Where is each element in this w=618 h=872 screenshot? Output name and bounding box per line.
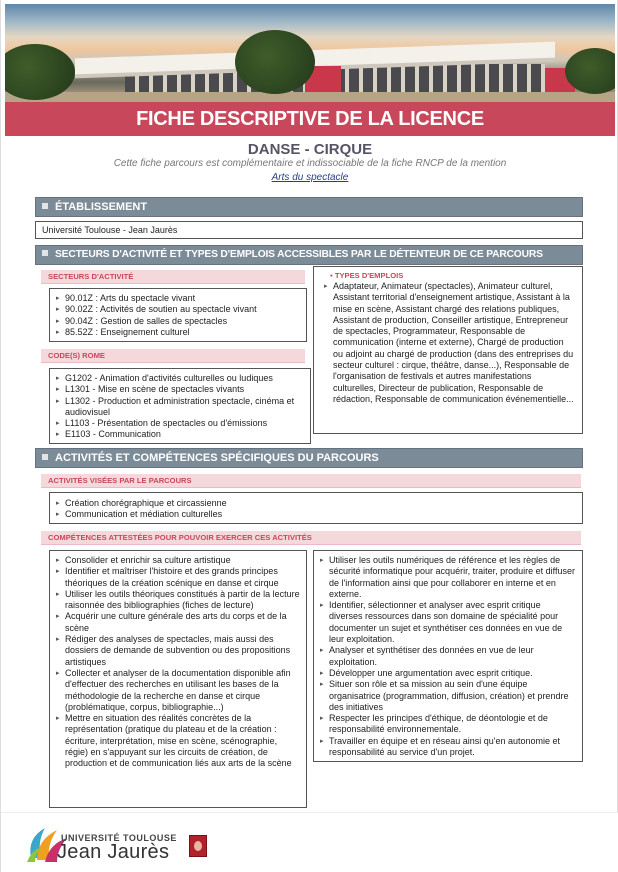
logo-line1: UNIVERSITÉ TOULOUSE bbox=[61, 833, 177, 843]
section-title: ACTIVITÉS ET COMPÉTENCES SPÉCIFIQUES DU PARCOURS bbox=[55, 452, 379, 464]
portrait-stamp-icon bbox=[189, 835, 207, 857]
list-item: ▸ Création chorégraphique et circassienne bbox=[56, 498, 576, 509]
list-item: ▸ Acquérir une culture générale des arts du corps et de la scène bbox=[56, 611, 300, 634]
list-item: ▸ G1202 - Animation d'activités culturelles ou ludiques bbox=[56, 373, 304, 384]
mention-link[interactable]: Arts du spectacle bbox=[271, 172, 349, 183]
list-item: ▸ 90.02Z : Activités de soutien au spectacle vivant bbox=[56, 304, 300, 315]
square-bullet-icon bbox=[42, 454, 48, 460]
section-header-etablissement bbox=[35, 197, 583, 217]
secteurs-label: SECTEURS D'ACTIVITÉ bbox=[41, 270, 305, 284]
list-item: ▸ 90.01Z : Arts du spectacle vivant bbox=[56, 293, 300, 304]
section-header-secteurs bbox=[35, 245, 583, 265]
section-header-activites bbox=[35, 448, 583, 468]
secteurs-box bbox=[49, 288, 307, 342]
list-item: ▸ Identifier, sélectionner et analyser avec esprit critique diverses ressources dans son domaine de spécialité pour documenter un sujet et synthétiser ces données en vue de leur exploitation. bbox=[320, 600, 576, 645]
section-title: ÉTABLISSEMENT bbox=[55, 201, 148, 213]
competences-right-list bbox=[320, 555, 576, 758]
list-item: ▸ Respecter les principes d'éthique, de déontologie et de responsabilité environnementale. bbox=[320, 713, 576, 736]
list-item: ▸ Analyser et synthétiser des données en vue de leur exploitation. bbox=[320, 645, 576, 668]
types-list bbox=[324, 281, 576, 405]
list-item: ▸ Travailler en équipe et en réseau ainsi qu'en autonomie et responsabilité au service d'un projet. bbox=[320, 736, 576, 759]
types-label: ▪ TYPES D'EMPLOIS bbox=[324, 271, 576, 281]
list-item: ▸ L1302 - Production et administration spectacle, cinéma et audiovisuel bbox=[56, 396, 304, 419]
list-item: ▸ Communication et médiation culturelles bbox=[56, 509, 576, 520]
competences-right-box bbox=[313, 550, 583, 762]
types-text: ▸ Adaptateur, Animateur (spectacles), Animateur culturel, Assistant territorial d'enseignement artistique, Assistant à la mise en scène, Assistant chargé des relations publiques, Assistant de production, Conseiller artistique, Entrepreneur de spectacles, Programmateur, Responsable de communication (interne et externe), Chargé de production ou adjoint au chargé de production (dans des entreprises du secteur culturel : cirque, théâtre, danse...), Responsable de l'organisation de festivals et autres manifestations culturelles, Directeur de publication, Responsable de rédaction, Responsable de communication événementielle... bbox=[324, 281, 576, 405]
list-item: ▸ Utiliser les outils théoriques constitués à partir de la lecture raisonnée des bibliographies (fiches de lecture) bbox=[56, 589, 300, 612]
parcours-title: DANSE - CIRQUE bbox=[247, 141, 373, 158]
rome-list bbox=[56, 373, 304, 441]
rncp-note: Cette fiche parcours est complémentaire et indissociable de la fiche RNCP de la mention bbox=[113, 158, 507, 169]
square-bullet-icon bbox=[42, 250, 48, 256]
competences-left-list bbox=[56, 555, 300, 770]
list-item: ▸ Rédiger des analyses de spectacles, mais aussi des dossiers de demande de subvention ou des propositions artistiques bbox=[56, 634, 300, 668]
list-item: ▸ Utiliser les outils numériques de référence et les règles de sécurité informatique pour acquérir, traiter, produire et diffuser de l'information ainsi que pour collaborer en interne et en externe. bbox=[320, 555, 576, 600]
tree bbox=[235, 30, 315, 94]
square-bullet-icon bbox=[42, 203, 48, 209]
list-item: ▸ L1301 - Mise en scène de spectacles vivants bbox=[56, 384, 304, 395]
etablissement-value: Université Toulouse - Jean Jaurès bbox=[42, 225, 178, 235]
rome-box bbox=[49, 368, 311, 444]
competences-label: COMPÉTENCES ATTESTÉES POUR POUVOIR EXERCER CES ACTIVITÉS bbox=[41, 531, 581, 545]
list-item: ▸ Développer une argumentation avec esprit critique. bbox=[320, 668, 576, 679]
section-title: SECTEURS D'ACTIVITÉ ET TYPES D'EMPLOIS ACCESSIBLES PAR LE DÉTENTEUR DE CE PARCOURS bbox=[55, 249, 543, 260]
competences-left-box bbox=[49, 550, 307, 808]
list-item: ▸ Collecter et analyser de la documentation disponible afin d'effectuer des recherches en utilisant les bases de la méthodologie de la recherche en danse et cirque (problématique, corpus, bibliographie...) bbox=[56, 668, 300, 713]
list-item: ▸ Identifier et maîtriser l'histoire et des grands principes théoriques de la création scénique en danse et cirque bbox=[56, 566, 300, 589]
secteurs-list bbox=[56, 293, 300, 338]
list-item: ▸ Situer son rôle et sa mission au sein d'une équipe organisatrice (programmation, diffusion, création) et prendre des initiatives bbox=[320, 679, 576, 713]
list-item: ▸ 85.52Z : Enseignement culturel bbox=[56, 327, 300, 338]
visees-list bbox=[56, 498, 576, 521]
list-item: ▸ E1103 - Communication bbox=[56, 429, 304, 440]
ground bbox=[5, 92, 615, 102]
types-emplois-box bbox=[313, 266, 583, 434]
campus-photo bbox=[5, 4, 615, 102]
page-title: FICHE DESCRIPTIVE DE LA LICENCE bbox=[136, 108, 484, 130]
visees-box bbox=[49, 492, 583, 524]
rome-label: CODE(S) ROME bbox=[41, 349, 305, 363]
logo-line2: Jean Jaurès bbox=[57, 841, 170, 863]
list-item: ▸ 90.04Z : Gestion de salles de spectacles bbox=[56, 316, 300, 327]
etablissement-box bbox=[35, 221, 583, 239]
list-item: ▸ Mettre en situation des réalités concrètes de la représentation (pratique du plateau et de la création : écriture, interprétation, mise en scène, scénographie, régie) en s'appuyant sur les circuits de création, de production et de communication liés aux arts de la scène bbox=[56, 713, 300, 769]
title-band bbox=[5, 102, 615, 136]
list-item: ▸ L1103 - Présentation de spectacles ou d'émissions bbox=[56, 418, 304, 429]
visees-label: ACTIVITÉS VISÉES PAR LE PARCOURS bbox=[41, 474, 581, 488]
list-item: ▸ Consolider et enrichir sa culture artistique bbox=[56, 555, 300, 566]
